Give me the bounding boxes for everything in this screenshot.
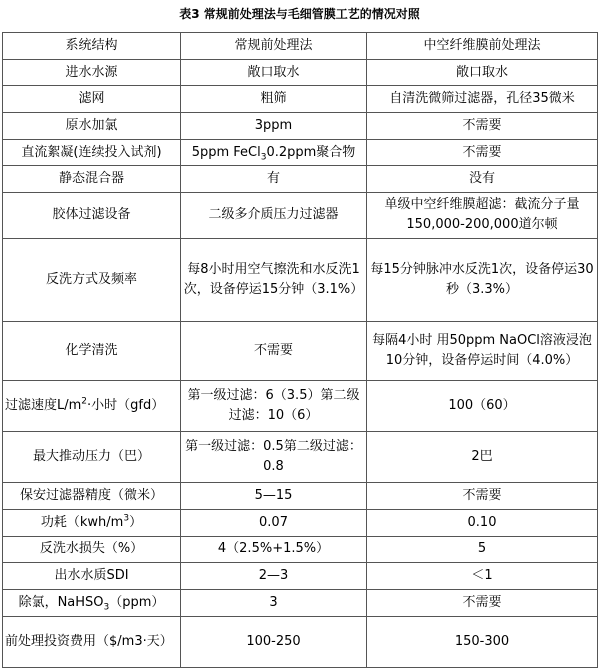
table-row [3,483,598,510]
hollow-fiber-cell: 不需要 [367,139,598,166]
superscript: 3 [123,513,130,524]
cell-text: 0.2ppm聚合物 [266,144,356,160]
table-row [3,380,598,431]
table-row [3,139,598,166]
table-row [3,193,598,239]
conventional-cell: 敞口取水 [181,59,367,86]
conventional-cell: 二级多介质压力过滤器 [181,193,367,239]
table-row [3,166,598,193]
conventional-cell: 2—3 [181,563,367,590]
subscript: 3 [260,152,267,163]
hollow-fiber-cell: 不需要 [367,589,598,616]
hollow-fiber-cell: 每隔4小时 用50ppm NaOCl溶液浸泡10分钟，设备停运时间（4.0%） [367,322,598,381]
conventional-cell: 3 [181,589,367,616]
table-row [3,432,598,483]
hollow-fiber-cell: 5 [367,536,598,563]
conventional-cell: 5—15 [181,483,367,510]
row-label: 滤网 [3,86,181,113]
conventional-cell: 100-250 [181,616,367,667]
row-label: 保安过滤器精度（微米） [3,483,181,510]
row-label: 胶体过滤设备 [3,193,181,239]
conventional-cell: 第一级过滤：0.5第二级过滤：0.8 [181,432,367,483]
conventional-cell [181,139,367,166]
row-label: 出水水质SDI [3,563,181,590]
table-row [3,322,598,381]
table-header-row [3,33,598,60]
header-cell: 中空纤维膜前处理法 [367,33,598,60]
row-label: 反洗水损失（%） [3,536,181,563]
row-label: 原水加氯 [3,113,181,140]
hollow-fiber-cell: 150-300 [367,616,598,667]
table-row [3,616,598,667]
conventional-cell: 粗筛 [181,86,367,113]
hollow-fiber-cell: ＜1 [367,563,598,590]
row-label: 直流絮凝(连续投入试剂) [3,139,181,166]
subscript: 3 [103,602,110,613]
hollow-fiber-cell: 不需要 [367,113,598,140]
cell-text: ） [129,514,143,530]
conventional-cell: 3ppm [181,113,367,140]
cell-text: （ppm） [109,594,165,610]
table-row [3,113,598,140]
row-label [3,380,181,431]
cell-text: 过滤速度L/m [5,397,82,413]
superscript: 2 [81,396,88,407]
table-row [3,509,598,536]
conventional-cell: 不需要 [181,322,367,381]
table-row [3,536,598,563]
hollow-fiber-cell: 0.10 [367,509,598,536]
header-cell: 系统结构 [3,33,181,60]
table-row [3,238,598,321]
header-cell: 常规前处理法 [181,33,367,60]
hollow-fiber-cell: 单级中空纤维膜超滤：截流分子量150,000-200,000道尔顿 [367,193,598,239]
row-label: 进水水源 [3,59,181,86]
cell-text: 功耗（kwh/m [40,514,124,530]
cell-text: 5ppm FeCl [191,144,261,160]
hollow-fiber-cell: 自清洗微筛过滤器，孔径35微米 [367,86,598,113]
row-label: 静态混合器 [3,166,181,193]
cell-text: ·小时（gfd） [87,397,165,413]
row-label: 化学清洗 [3,322,181,381]
table-caption: 表3 常规前处理法与毛细管膜工艺的情况对照 [179,7,420,21]
conventional-cell: 有 [181,166,367,193]
table-row [3,563,598,590]
hollow-fiber-cell: 100（60） [367,380,598,431]
conventional-cell: 每8小时用空气擦洗和水反洗1次，设备停运15分钟（3.1%） [181,238,367,321]
conventional-cell: 4（2.5%+1.5%） [181,536,367,563]
row-label: 反洗方式及频率 [3,238,181,321]
hollow-fiber-cell: 没有 [367,166,598,193]
row-label [3,589,181,616]
row-label: 最大推动压力（巴） [3,432,181,483]
table-row [3,589,598,616]
hollow-fiber-cell: 2巴 [367,432,598,483]
hollow-fiber-cell: 敞口取水 [367,59,598,86]
conventional-cell: 第一级过滤：6（3.5）第二级过滤：10（6） [181,380,367,431]
row-label: 前处理投资费用（$/m3·天） [3,616,181,667]
table-row [3,59,598,86]
hollow-fiber-cell: 不需要 [367,483,598,510]
conventional-cell: 0.07 [181,509,367,536]
table-row [3,86,598,113]
comparison-table [2,32,598,668]
row-label [3,509,181,536]
hollow-fiber-cell: 每15分钟脉冲水反洗1次，设备停运30秒（3.3%） [367,238,598,321]
cell-text: 除氯，NaHSO [18,594,104,610]
